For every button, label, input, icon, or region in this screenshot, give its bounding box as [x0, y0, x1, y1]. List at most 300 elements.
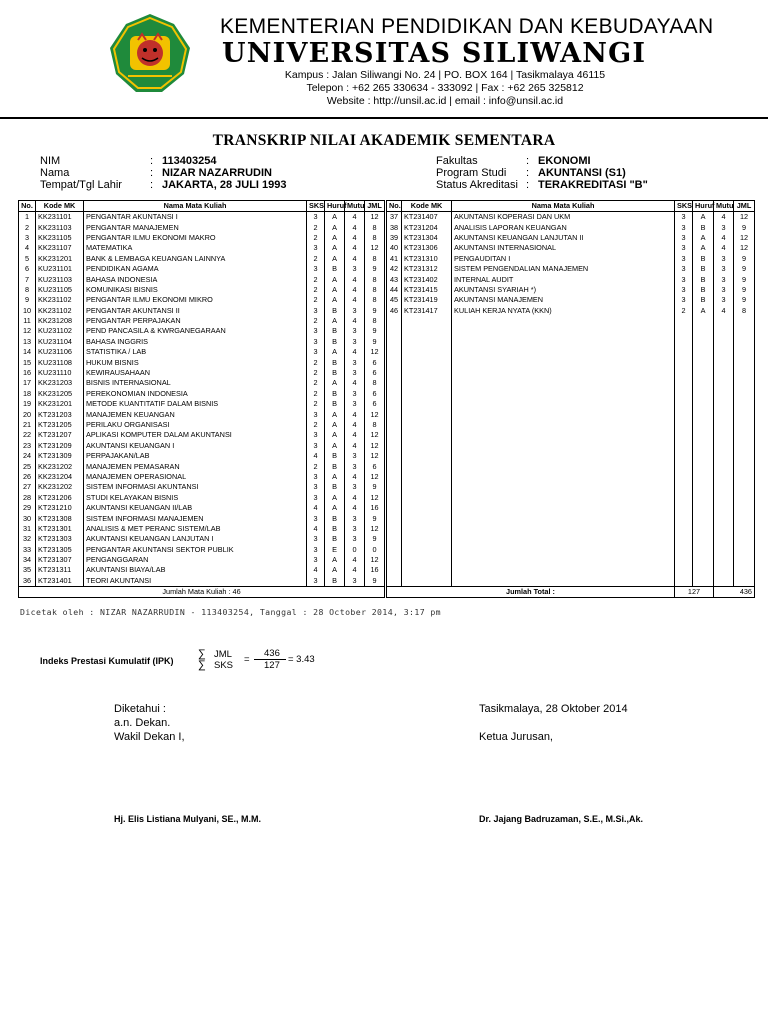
table-row [19, 545, 385, 555]
cell-mutu: 4 [345, 295, 365, 305]
cell-sks: 4 [307, 503, 325, 513]
cell-nama: BISNIS INTERNASIONAL [84, 378, 307, 388]
cell-huruf: E [325, 545, 345, 555]
cell-jml: 9 [734, 274, 755, 284]
cell-kode: KT231306 [402, 243, 452, 253]
ipk-den-label: SKS [214, 660, 234, 671]
cell-sks: 2 [307, 233, 325, 243]
cell-jml: 6 [365, 368, 385, 378]
cell-sks: 3 [307, 482, 325, 492]
cell-mutu: 3 [345, 389, 365, 399]
cell-kode: KT231311 [36, 565, 84, 575]
cell-nama: AKUNTANSI KEUANGAN LANJUTAN I [84, 534, 307, 544]
cell-huruf: A [325, 441, 345, 451]
grades-table-left [18, 200, 385, 598]
cell-no: 19 [19, 399, 36, 409]
sig-left-line1: Diketahui : [114, 703, 166, 715]
cell-huruf: A [693, 243, 714, 253]
cell-mutu: 4 [345, 243, 365, 253]
cell-mutu: 0 [345, 545, 365, 555]
cell-nama: PEREKONOMIAN INDONESIA [84, 389, 307, 399]
cell-huruf: B [693, 222, 714, 232]
cell-kode: KT231402 [402, 274, 452, 284]
cell-jml: 12 [365, 441, 385, 451]
total-sks: 127 [675, 587, 714, 598]
cell-no: 42 [387, 264, 402, 274]
cell-huruf: A [693, 212, 714, 223]
cell-mutu: 4 [345, 274, 365, 284]
cell-no: 5 [19, 254, 36, 264]
cell-kode: KT231309 [36, 451, 84, 461]
cell-kode: KT231305 [36, 545, 84, 555]
cell-sks: 3 [675, 212, 693, 223]
cell-sks: 2 [307, 399, 325, 409]
cell-no: 46 [387, 306, 402, 316]
cell-huruf: B [325, 357, 345, 367]
cell-sks: 3 [675, 222, 693, 232]
cell-nama: MANAJEMEN KEUANGAN [84, 409, 307, 419]
cell-mutu: 3 [345, 451, 365, 461]
total-jml: 436 [714, 587, 755, 598]
cell-jml: 16 [365, 565, 385, 575]
cell-huruf: A [325, 254, 345, 264]
cell-kode: KK231203 [36, 378, 84, 388]
table-row [19, 306, 385, 316]
cell-sks: 3 [307, 493, 325, 503]
university-address: Kampus : Jalan Siliwangi No. 24 | PO. BOX 164 | Tasikmalaya 46115 [284, 69, 606, 81]
cell-no: 20 [19, 409, 36, 419]
university-website: Website : http://unsil.ac.id | email : info@unsil.ac.id [326, 95, 564, 107]
cell-mutu: 3 [345, 482, 365, 492]
cell-kode: KT231417 [402, 306, 452, 316]
cell-mutu: 4 [345, 347, 365, 357]
cell-mutu: 3 [714, 222, 734, 232]
cell-jml: 8 [365, 222, 385, 232]
cell-jml: 12 [365, 409, 385, 419]
cell-no: 18 [19, 389, 36, 399]
table-row [19, 274, 385, 284]
cell-no: 38 [387, 222, 402, 232]
cell-huruf: B [325, 451, 345, 461]
cell-no: 37 [387, 212, 402, 223]
ipk-label: Indeks Prestasi Kumulatif (IPK) [40, 656, 174, 666]
table-row [387, 274, 755, 284]
cell-huruf: A [325, 430, 345, 440]
cell-mutu: 4 [345, 420, 365, 430]
table-row [387, 212, 755, 223]
table-row [387, 285, 755, 295]
cell-sks: 4 [307, 451, 325, 461]
cell-nama: STUDI KELAYAKAN BISNIS [84, 493, 307, 503]
cell-mutu: 4 [345, 493, 365, 503]
cell-jml: 6 [365, 357, 385, 367]
cell-kode: KK231103 [36, 222, 84, 232]
akreditasi-sep: : [526, 179, 530, 191]
cell-huruf: B [325, 482, 345, 492]
cell-no: 16 [19, 368, 36, 378]
cell-jml: 12 [734, 243, 755, 253]
table-row [19, 295, 385, 305]
table-row [19, 565, 385, 575]
nama-sep: : [150, 167, 154, 179]
cell-jml: 12 [365, 555, 385, 565]
cell-mutu: 3 [714, 295, 734, 305]
cell-sks: 2 [307, 461, 325, 471]
cell-sks: 3 [675, 274, 693, 284]
col-mutu-header: Mutu [345, 201, 365, 212]
cell-mutu: 4 [345, 222, 365, 232]
nama-label: Nama [40, 167, 70, 179]
cell-jml: 6 [365, 399, 385, 409]
table-row [387, 264, 755, 274]
cell-jml: 12 [365, 212, 385, 223]
cell-mutu: 3 [345, 337, 365, 347]
cell-no: 22 [19, 430, 36, 440]
sig-left-line3: Wakil Dekan I, [114, 731, 185, 743]
cell-jml: 12 [365, 243, 385, 253]
cell-no: 26 [19, 472, 36, 482]
cell-nama: AKUNTANSI SYARIAH *) [452, 285, 675, 295]
cell-kode: KK231105 [36, 233, 84, 243]
cell-huruf: A [325, 378, 345, 388]
ipk-num-label: JML [214, 649, 232, 660]
cell-no: 24 [19, 451, 36, 461]
cell-nama: PENGANTAR PERPAJAKAN [84, 316, 307, 326]
cell-nama: PENGAUDITAN I [452, 254, 675, 264]
cell-huruf: B [693, 285, 714, 295]
cell-no: 31 [19, 524, 36, 534]
cell-jml: 9 [365, 513, 385, 523]
cell-sks: 2 [307, 357, 325, 367]
cell-mutu: 4 [345, 233, 365, 243]
table-row [387, 222, 755, 232]
cell-no: 21 [19, 420, 36, 430]
cell-kode: KK231101 [36, 212, 84, 223]
table-row [19, 420, 385, 430]
cell-mutu: 3 [714, 274, 734, 284]
ipk-formula: ∑ JML ∑ SKS = 436 127 = 3.43 [198, 648, 315, 671]
cell-sks: 3 [307, 513, 325, 523]
cell-jml: 8 [365, 316, 385, 326]
cell-huruf: A [325, 472, 345, 482]
cell-no: 34 [19, 555, 36, 565]
cell-no: 8 [19, 285, 36, 295]
cell-sks: 3 [307, 441, 325, 451]
cell-sks: 3 [675, 295, 693, 305]
cell-nama: PENGANGGARAN [84, 555, 307, 565]
cell-nama: PENGANTAR ILMU EKONOMI MIKRO [84, 295, 307, 305]
cell-kode: KK231201 [36, 399, 84, 409]
cell-no: 1 [19, 212, 36, 223]
cell-nama: PENGANTAR MANAJEMEN [84, 222, 307, 232]
cell-kode: KU231108 [36, 357, 84, 367]
cell-kode: KU231103 [36, 274, 84, 284]
cell-sks: 3 [307, 337, 325, 347]
cell-jml: 9 [365, 337, 385, 347]
table-row [387, 243, 755, 253]
table-row [19, 337, 385, 347]
cell-kode: KK231208 [36, 316, 84, 326]
table-row [19, 555, 385, 565]
table-row [19, 430, 385, 440]
cell-kode: KT231308 [36, 513, 84, 523]
cell-no: 17 [19, 378, 36, 388]
col-no-header: No. [19, 201, 36, 212]
cell-mutu: 4 [345, 441, 365, 451]
table-row [19, 212, 385, 223]
cell-huruf: A [325, 555, 345, 565]
cell-mutu: 4 [714, 243, 734, 253]
cell-jml: 9 [734, 222, 755, 232]
cell-mutu: 3 [345, 461, 365, 471]
cell-huruf: A [325, 493, 345, 503]
table-row [19, 399, 385, 409]
cell-no: 7 [19, 274, 36, 284]
cell-nama: SISTEM INFORMASI MANAJEMEN [84, 513, 307, 523]
table-row [19, 368, 385, 378]
cell-nama: PENDIDIKAN AGAMA [84, 264, 307, 274]
cell-mutu: 4 [345, 212, 365, 223]
cell-kode: KK231107 [36, 243, 84, 253]
cell-no: 6 [19, 264, 36, 274]
header-divider [0, 117, 768, 119]
cell-sks: 3 [307, 430, 325, 440]
table-header-row [19, 201, 385, 212]
cell-nama: BAHASA INDONESIA [84, 274, 307, 284]
table-row [19, 357, 385, 367]
cell-huruf: A [325, 503, 345, 513]
cell-mutu: 3 [345, 306, 365, 316]
cell-no: 15 [19, 357, 36, 367]
cell-nama: PENGANTAR ILMU EKONOMI MAKRO [84, 233, 307, 243]
cell-no: 40 [387, 243, 402, 253]
table-row [19, 513, 385, 523]
cell-sks: 3 [307, 472, 325, 482]
cell-sks: 3 [307, 243, 325, 253]
cell-mutu: 4 [345, 472, 365, 482]
cell-jml: 9 [734, 264, 755, 274]
cell-jml: 12 [365, 430, 385, 440]
nim-sep: : [150, 155, 154, 167]
cell-huruf: A [325, 233, 345, 243]
cell-sks: 3 [307, 555, 325, 565]
cell-jml: 9 [365, 576, 385, 587]
nama-value: NIZAR NAZARRUDIN [162, 167, 272, 179]
prodi-value: AKUNTANSI (S1) [538, 167, 626, 179]
cell-no: 12 [19, 326, 36, 336]
cell-no: 10 [19, 306, 36, 316]
cell-huruf: B [325, 461, 345, 471]
cell-sks: 3 [307, 306, 325, 316]
cell-kode: KU231102 [36, 326, 84, 336]
col-nama-header: Nama Mata Kuliah [84, 201, 307, 212]
cell-no: 44 [387, 285, 402, 295]
sigma-num: ∑ [198, 648, 206, 660]
cell-kode: KT231205 [36, 420, 84, 430]
cell-jml: 16 [365, 503, 385, 513]
cell-mutu: 4 [345, 409, 365, 419]
cell-sks: 2 [307, 316, 325, 326]
cell-huruf: A [325, 243, 345, 253]
cell-kode: KT231407 [402, 212, 452, 223]
ipk-num-value: 436 [264, 648, 280, 659]
cell-nama: BAHASA INGGRIS [84, 337, 307, 347]
cell-sks: 3 [307, 326, 325, 336]
course-count: Jumlah Mata Kuliah : 46 [19, 587, 385, 598]
cell-jml: 8 [365, 274, 385, 284]
cell-kode: KU231110 [36, 368, 84, 378]
table-row [19, 441, 385, 451]
cell-no: 30 [19, 513, 36, 523]
cell-sks: 2 [307, 389, 325, 399]
col-sks-header: SKS [307, 201, 325, 212]
col-jml-header: JML [734, 201, 755, 212]
cell-sks: 2 [307, 420, 325, 430]
cell-sks: 3 [675, 254, 693, 264]
cell-huruf: B [325, 389, 345, 399]
cell-kode: KT231310 [402, 254, 452, 264]
cell-jml: 8 [365, 378, 385, 388]
cell-mutu: 4 [345, 430, 365, 440]
cell-huruf: A [325, 347, 345, 357]
cell-mutu: 4 [345, 503, 365, 513]
cell-huruf: A [325, 565, 345, 575]
cell-sks: 2 [307, 285, 325, 295]
cell-mutu: 4 [714, 233, 734, 243]
cell-kode: KT231304 [402, 233, 452, 243]
total-label: Jumlah Total : [387, 587, 675, 598]
table-row [387, 254, 755, 264]
cell-jml: 9 [365, 306, 385, 316]
cell-mutu: 4 [714, 306, 734, 316]
cell-kode: KU231101 [36, 264, 84, 274]
cell-mutu: 3 [345, 576, 365, 587]
cell-kode: KT231210 [36, 503, 84, 513]
cell-jml: 6 [365, 461, 385, 471]
cell-nama: KULIAH KERJA NYATA (KKN) [452, 306, 675, 316]
cell-huruf: B [325, 337, 345, 347]
col-kode-header: Kode MK [36, 201, 84, 212]
cell-no: 29 [19, 503, 36, 513]
cell-nama: BANK & LEMBAGA KEUANGAN LAINNYA [84, 254, 307, 264]
cell-nama: PENGANTAR AKUNTANSI II [84, 306, 307, 316]
table-row [19, 378, 385, 388]
table-row [19, 482, 385, 492]
cell-nama: PERILAKU ORGANISASI [84, 420, 307, 430]
cell-kode: KK231205 [36, 389, 84, 399]
cell-nama: APLIKASI KOMPUTER DALAM AKUNTANSI [84, 430, 307, 440]
nim-label: NIM [40, 155, 61, 167]
cell-sks: 3 [307, 534, 325, 544]
cell-huruf: A [325, 212, 345, 223]
cell-nama: TEORI AKUNTANSI [84, 576, 307, 587]
ttl-value: JAKARTA, 28 JULI 1993 [162, 179, 287, 191]
table-empty-space [387, 316, 755, 587]
table-row [19, 254, 385, 264]
cell-kode: KT231207 [36, 430, 84, 440]
col-nama-header: Nama Mata Kuliah [452, 201, 675, 212]
cell-nama: AKUNTANSI MANAJEMEN [452, 295, 675, 305]
table-row [19, 409, 385, 419]
table-row [387, 295, 755, 305]
cell-kode: KK231202 [36, 482, 84, 492]
cell-huruf: A [693, 306, 714, 316]
table-row [19, 264, 385, 274]
cell-huruf: B [325, 534, 345, 544]
cell-no: 33 [19, 545, 36, 555]
col-kode-header: Kode MK [402, 201, 452, 212]
cell-mutu: 3 [345, 264, 365, 274]
akreditasi-value: TERAKREDITASI "B" [538, 179, 648, 191]
table-row [19, 233, 385, 243]
cell-nama: HUKUM BISNIS [84, 357, 307, 367]
cell-nama: MANAJEMEN OPERASIONAL [84, 472, 307, 482]
col-jml-header: JML [365, 201, 385, 212]
cell-mutu: 3 [345, 524, 365, 534]
cell-huruf: A [325, 316, 345, 326]
cell-huruf: A [325, 222, 345, 232]
cell-jml: 8 [365, 233, 385, 243]
cell-huruf: B [693, 274, 714, 284]
cell-nama: MANAJEMEN PEMASARAN [84, 461, 307, 471]
cell-mutu: 4 [345, 555, 365, 565]
cell-huruf: B [693, 295, 714, 305]
cell-nama: AKUNTANSI BIAYA/LAB [84, 565, 307, 575]
cell-mutu: 4 [345, 254, 365, 264]
cell-mutu: 3 [345, 534, 365, 544]
cell-jml: 12 [365, 347, 385, 357]
cell-huruf: A [325, 420, 345, 430]
cell-no: 36 [19, 576, 36, 587]
cell-huruf: B [325, 524, 345, 534]
table-row [387, 233, 755, 243]
cell-jml: 9 [365, 264, 385, 274]
cell-jml: 8 [734, 306, 755, 316]
cell-mutu: 4 [345, 316, 365, 326]
cell-huruf: A [325, 274, 345, 284]
cell-huruf: A [325, 409, 345, 419]
cell-kode: KT231203 [36, 409, 84, 419]
cell-kode: KT231415 [402, 285, 452, 295]
cell-nama: PERPAJAKAN/LAB [84, 451, 307, 461]
table-row [19, 503, 385, 513]
cell-huruf: A [325, 285, 345, 295]
table-row [19, 493, 385, 503]
cell-sks: 3 [307, 576, 325, 587]
cell-nama: AKUNTANSI INTERNASIONAL [452, 243, 675, 253]
table-row [19, 534, 385, 544]
cell-kode: KT231419 [402, 295, 452, 305]
cell-nama: PEND PANCASILA & KWRGANEGARAAN [84, 326, 307, 336]
cell-no: 32 [19, 534, 36, 544]
cell-kode: KT231307 [36, 555, 84, 565]
table-footer-row [387, 587, 755, 598]
cell-no: 27 [19, 482, 36, 492]
table-row [19, 316, 385, 326]
akreditasi-label: Status Akreditasi [436, 179, 518, 191]
cell-nama: ANALISIS LAPORAN KEUANGAN [452, 222, 675, 232]
col-mutu-header: Mutu [714, 201, 734, 212]
cell-jml: 6 [365, 389, 385, 399]
cell-mutu: 3 [345, 357, 365, 367]
cell-huruf: B [693, 264, 714, 274]
cell-mutu: 4 [714, 212, 734, 223]
sigma-den: ∑ [198, 659, 206, 671]
cell-sks: 3 [675, 285, 693, 295]
ttl-label: Tempat/Tgl Lahir [40, 179, 122, 191]
ipk-result: = 3.43 [288, 654, 315, 665]
cell-nama: KOMUNIKASI BISNIS [84, 285, 307, 295]
